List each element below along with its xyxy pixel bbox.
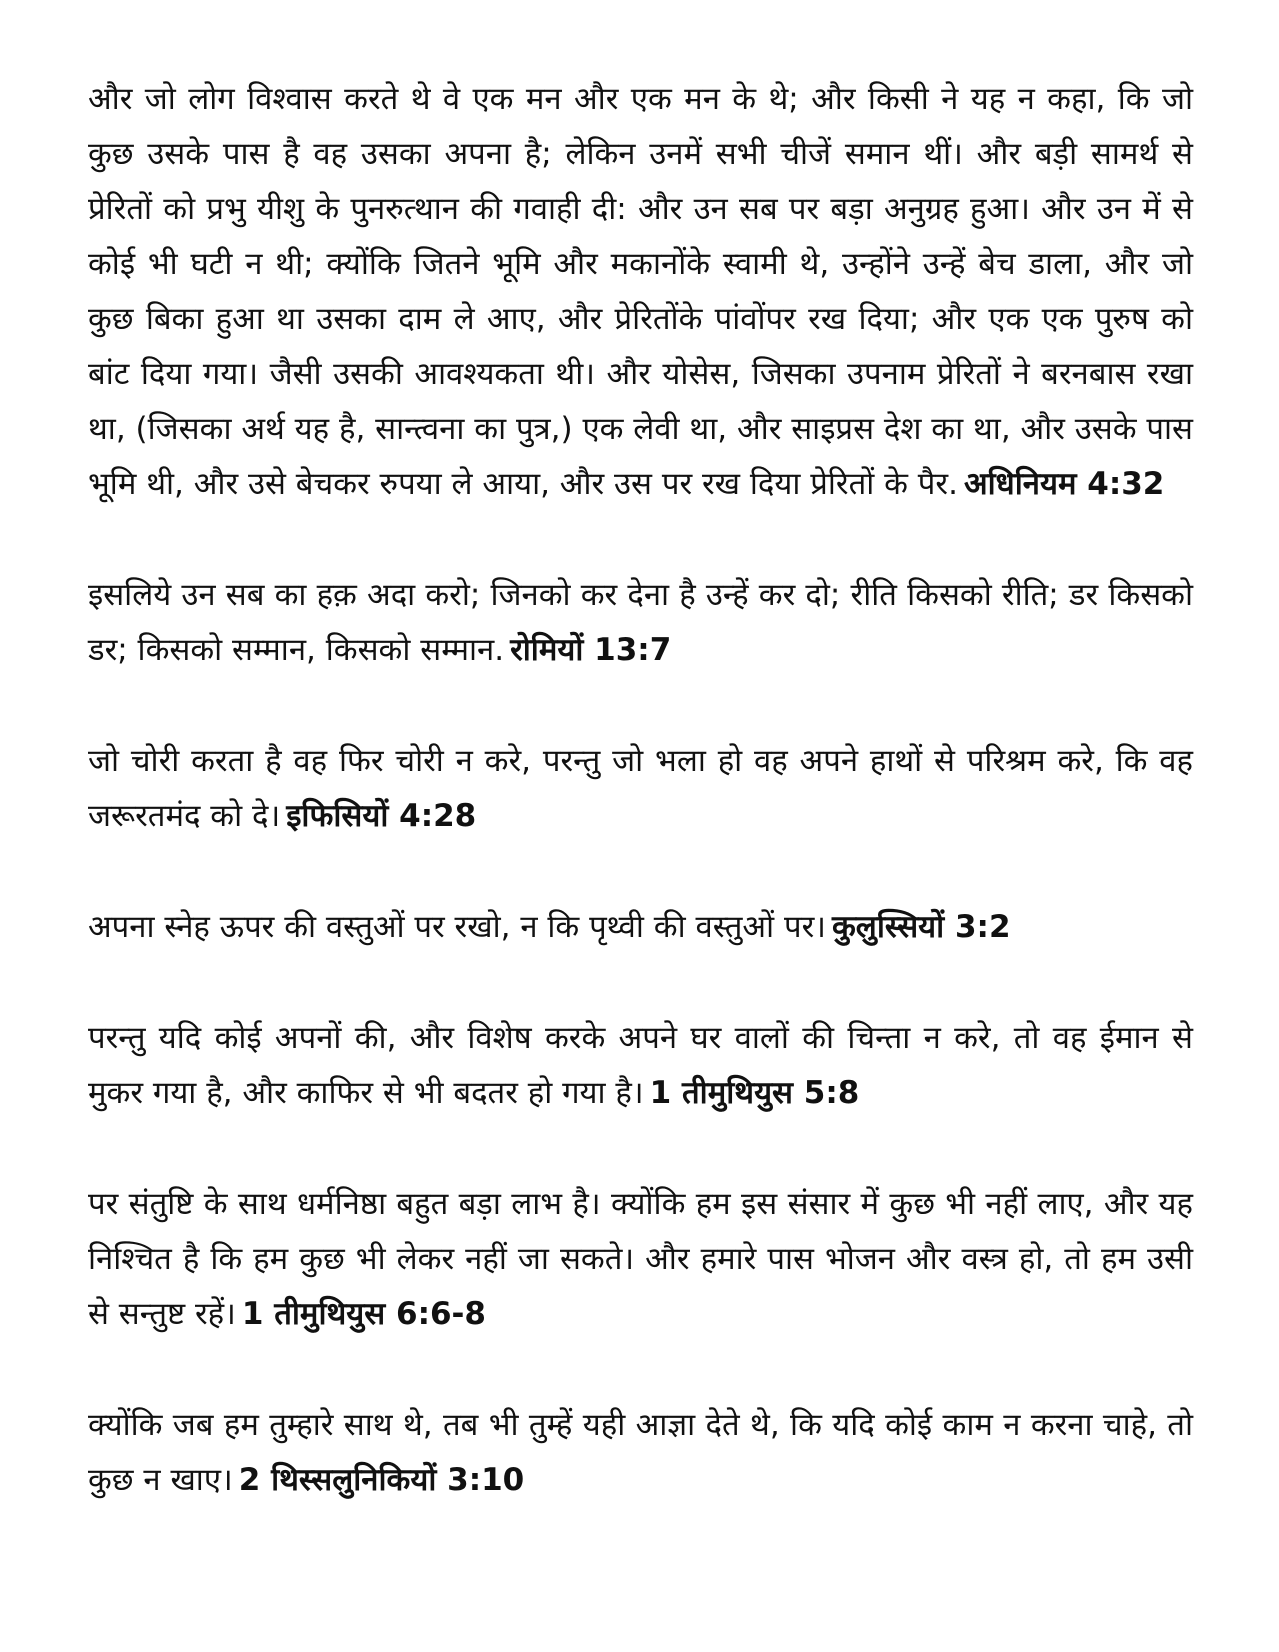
verse-text: परन्तु यदि कोई अपनों की, और विशेष करके अपने घर वालों की चिन्ता न करे, तो वह ईमान से मुकर गया है, और काफिर से भी बदतर हो गया है। bbox=[88, 1020, 1193, 1111]
verse-reference: 1 तीमुथियुस 5:8 bbox=[649, 1075, 860, 1111]
verse-paragraph bbox=[88, 72, 1193, 512]
verse-text: इसलिये उन सब का हक़ अदा करो; जिनको कर देना है उन्हें कर दो; रीति किसको रीति; डर किसको डर; किसको सम्मान, किसको सम्मान. bbox=[88, 577, 1193, 668]
verse-text: अपना स्नेह ऊपर की वस्तुओं पर रखो, न कि पृथ्वी की वस्तुओं पर। bbox=[88, 909, 826, 945]
verse-reference: अधिनियम 4:32 bbox=[963, 466, 1165, 502]
verse-paragraph bbox=[88, 900, 1193, 955]
verse-paragraph bbox=[88, 734, 1193, 844]
verse-paragraph bbox=[88, 1011, 1193, 1121]
verse-reference: इफिसियों 4:28 bbox=[286, 798, 477, 834]
verse-paragraph bbox=[88, 1177, 1193, 1342]
verse-paragraph bbox=[88, 568, 1193, 678]
verse-text: जो चोरी करता है वह फिर चोरी न करे, परन्तु जो भला हो वह अपने हाथों से परिश्रम करे, कि वह जरूरतमंद को दे। bbox=[88, 743, 1193, 834]
verse-text: क्योंकि जब हम तुम्हारे साथ थे, तब भी तुम्हें यही आज्ञा देते थे, कि यदि कोई काम न करना चाहे, तो कुछ न खाए। bbox=[88, 1407, 1193, 1498]
verse-reference: कुलुस्सियों 3:2 bbox=[832, 909, 1011, 945]
verse-text: और जो लोग विश्वास करते थे वे एक मन और एक मन के थे; और किसी ने यह न कहा, कि जो कुछ उसके पास है वह उसका अपना है; लेकिन उनमें सभी चीजें समान थीं। और बड़ी सामर्थ से प्रेरितों को प्रभु यीशु के पुनरुत्थान की गवाही दी: और उन सब पर बड़ा अनुग्रह हुआ। और उन में से कोई भी घटी न थी; क्योंकि जितने भूमि और मकानोंके स्वामी थे, उन्होंने उन्हें बेच डाला, और जो कुछ बिका हुआ था उसका दाम ले आए, और प्रेरितोंके पांवोंपर रख दिया; और एक एक पुरुष को बांट दिया गया। जैसी उसकी आवश्यकता थी। और योसेस, जिसका उपनाम प्रेरितों ने बरनबास रखा था, (जिसका अर्थ यह है, सान्त्वना का पुत्र,) एक लेवी था, और साइप्रस देश का था, और उसके पास भूमि थी, और उसे बेचकर रुपया ले आया, और उस पर रख दिया प्रेरितों के पैर. bbox=[88, 81, 1193, 502]
verse-text: पर संतुष्टि के साथ धर्मनिष्ठा बहुत बड़ा लाभ है। क्योंकि हम इस संसार में कुछ भी नहीं लाए, और यह निश्चित है कि हम कुछ भी लेकर नहीं जा सकते। और हमारे पास भोजन और वस्त्र हो, तो हम उसी से सन्तुष्ट रहें। bbox=[88, 1186, 1193, 1332]
verse-reference: रोमियों 13:7 bbox=[510, 632, 672, 668]
verse-reference: 2 थिस्सलुनिकियों 3:10 bbox=[238, 1462, 525, 1498]
verse-reference: 1 तीमुथियुस 6:6-8 bbox=[241, 1296, 486, 1332]
verse-paragraph bbox=[88, 1398, 1193, 1508]
document-page bbox=[88, 72, 1193, 1564]
